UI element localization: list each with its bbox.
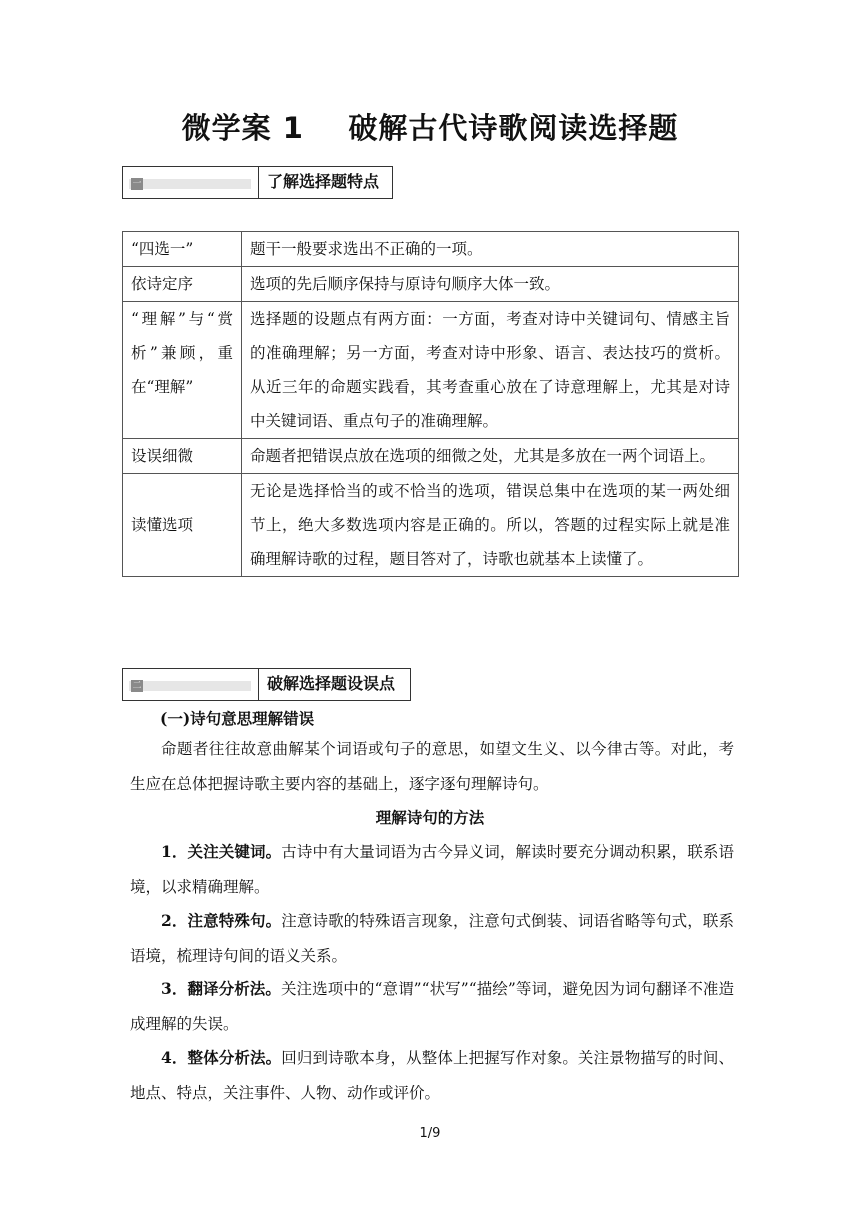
section-number-cell: [123, 669, 259, 700]
method-paragraph: [130, 1040, 734, 1111]
method-lead: 3．翻译分析法。: [161, 979, 281, 998]
table-value: 命题者把错误点放在选项的细微之处，尤其是多放在一两个词语上。: [242, 439, 739, 474]
method-paragraph: [130, 971, 734, 1042]
method-text: 古诗中有大量词语为古今异义词，解读时要充分调动积累，联系语境，以求精确理解。: [130, 843, 734, 896]
subsection-heading: (一)诗句意思理解错误: [160, 709, 315, 728]
features-table: [122, 231, 739, 577]
section-bar: [129, 681, 251, 691]
table-row: [123, 232, 739, 267]
method-lead: 1．关注关键词。: [161, 842, 282, 861]
method-paragraph: [130, 903, 734, 974]
method-lead: 2．注意特殊句。: [161, 911, 282, 930]
table-row: [123, 439, 739, 474]
section-label: 破解选择题设误点: [267, 674, 396, 693]
table-value: 题干一般要求选出不正确的一项。: [242, 232, 739, 267]
page-title: 微学案 1 破解古代诗歌阅读选择题: [181, 111, 679, 145]
section-header-2: [122, 668, 411, 701]
table-key: 依诗定序: [123, 267, 242, 302]
table-key: 读懂选项: [123, 474, 242, 577]
method-text: 注意诗歌的特殊语言现象，注意句式倒装、词语省略等句式，联系语境，梳理诗句间的语义关系。: [130, 912, 734, 965]
table-row: [123, 302, 739, 439]
section-number-tag: 一: [132, 179, 142, 189]
section-number-cell: [123, 167, 259, 198]
section-number-tag: 二: [132, 681, 142, 691]
table-row: [123, 474, 739, 577]
method-paragraph: [130, 834, 734, 905]
page-number: 1/9: [419, 1126, 441, 1141]
table-value: 选项的先后顺序保持与原诗句顺序大体一致。: [242, 267, 739, 302]
section-bar: [129, 179, 251, 189]
method-text: 关注选项中的“意谓”“状写”“描绘”等词，避免因为词句翻译不准造成理解的失误。: [130, 980, 734, 1033]
method-lead: 4．整体分析法。: [161, 1048, 282, 1067]
method-text: 回归到诗歌本身，从整体上把握写作对象。关注景物描写的时间、地点、特点，关注事件、人物、动作或评价。: [130, 1049, 734, 1102]
table-key: “理解”与“赏析”兼顾，重在“理解”: [123, 302, 242, 439]
section-header-1: [122, 166, 393, 199]
section-label: 了解选择题特点: [267, 172, 380, 191]
methods-heading: 理解诗句的方法: [375, 808, 485, 827]
table-value: 无论是选择恰当的或不恰当的选项，错误总集中在选项的某一两处细节上，绝大多数选项内容是正确的。所以，答题的过程实际上就是准确理解诗歌的过程，题目答对了，诗歌也就基本上读懂了。: [242, 474, 739, 577]
table-key: “四选一”: [123, 232, 242, 267]
table-value: 选择题的设题点有两方面：一方面，考查对诗中关键词句、情感主旨的准确理解；另一方面，考查对诗中形象、语言、表达技巧的赏析。从近三年的命题实践看，其考查重心放在了诗意理解上，尤其是对诗中关键词语、重点句子的准确理解。: [242, 302, 739, 439]
table-row: [123, 267, 739, 302]
intro-paragraph: 命题者往往故意曲解某个词语或句子的意思，如望文生义、以今律古等。对此，考生应在总体把握诗歌主要内容的基础上，逐字逐句理解诗句。: [130, 740, 734, 793]
table-key: 设误细微: [123, 439, 242, 474]
